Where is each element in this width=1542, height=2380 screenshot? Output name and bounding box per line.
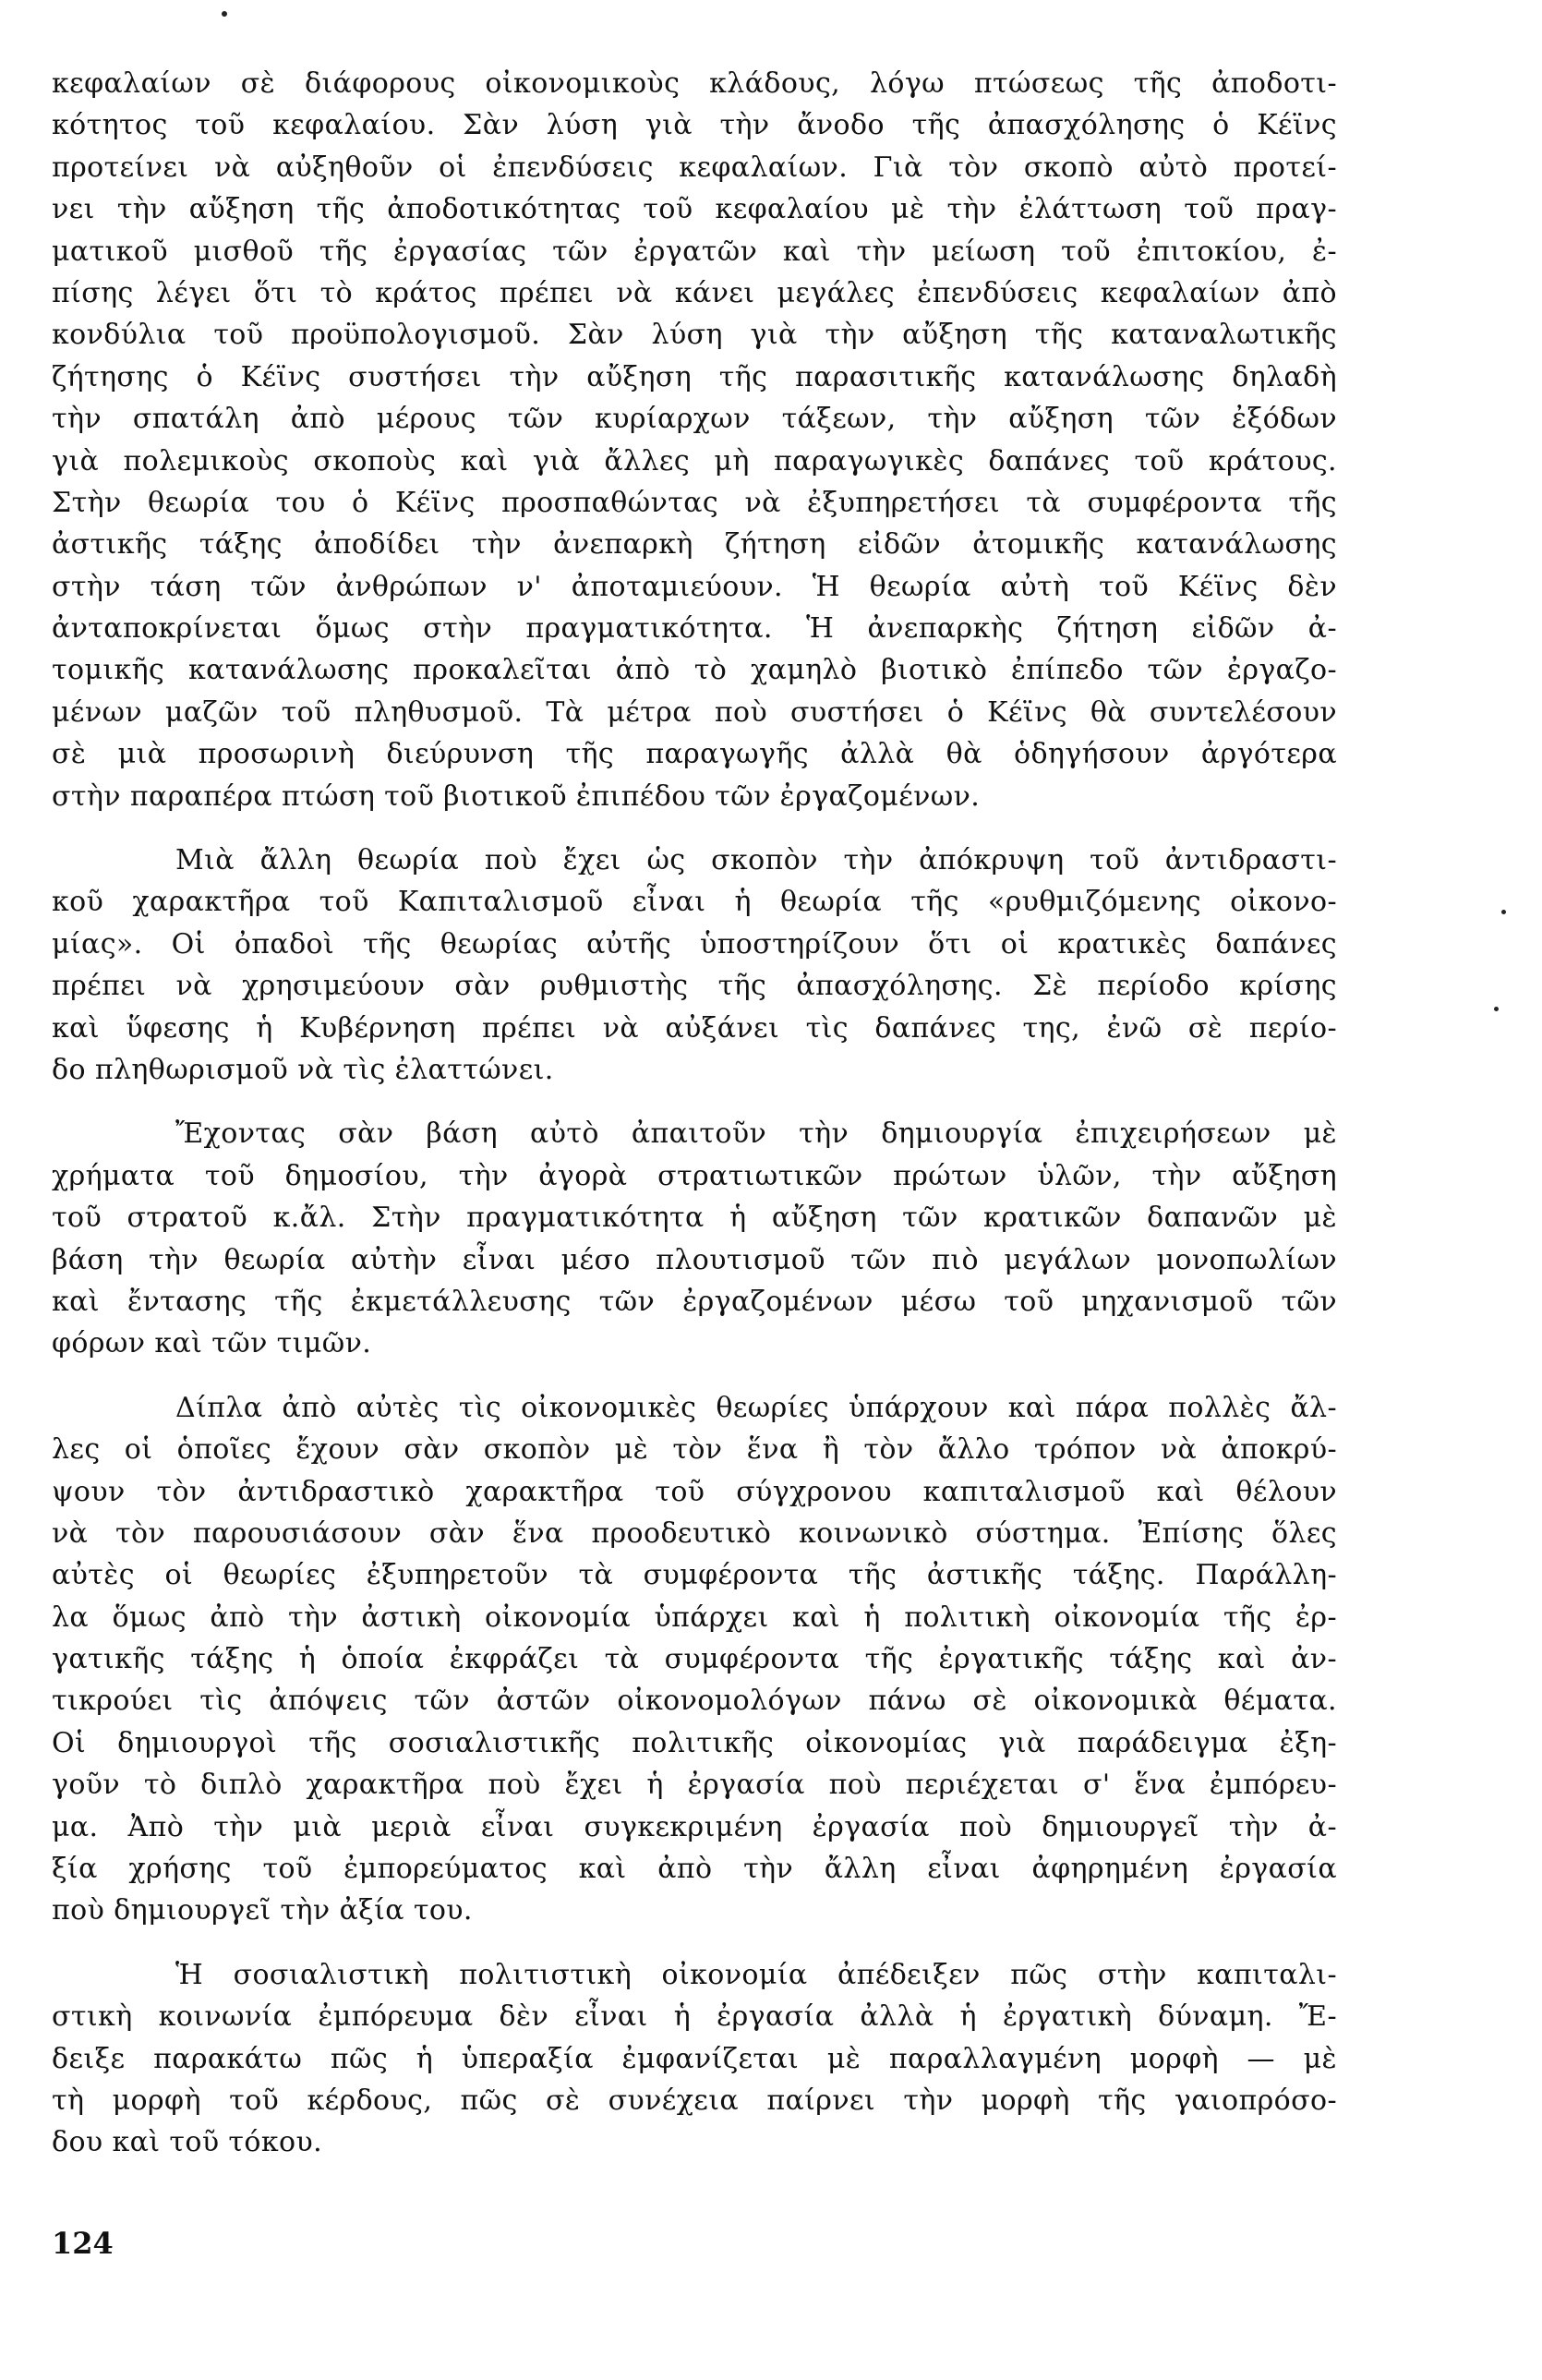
paragraph	[52, 840, 1337, 1091]
text-line: κοῦ χαρακτῆρα τοῦ Καπιταλισμοῦ εἶναι ἡ θεωρία τῆς «ρυθμιζόμενης οἰκονο-	[52, 886, 1337, 919]
text-line: Ἡ σοσιαλιστικὴ πολιτιστικὴ οἰκονομία ἀπέδειξεν πῶς στὴν καπιταλι-	[175, 1958, 1337, 1991]
page-body	[52, 63, 1337, 2164]
scan-speck	[1501, 910, 1506, 914]
text-line: στὴν παραπέρα πτώση τοῦ βιοτικοῦ ἐπιπέδου τῶν ἐργαζομένων.	[52, 779, 981, 813]
text-line: τομικῆς κατανάλωσης προκαλεῖται ἀπὸ τὸ χαμηλὸ βιοτικὸ ἐπίπεδο τῶν ἐργαζο-	[52, 654, 1337, 687]
text-line: ἀστικῆς τάξης ἀποδίδει τὴν ἀνεπαρκὴ ζήτηση εἰδῶν ἀτομικῆς κατανάλωσης	[52, 528, 1337, 562]
paragraph	[52, 1113, 1337, 1364]
text-line: πρέπει νὰ χρησιμεύουν σὰν ρυθμιστὴς τῆς ἀπασχόλησης. Σὲ περίοδο κρίσης	[52, 970, 1337, 1003]
text-line: κότητος τοῦ κεφαλαίου. Σὰν λύση γιὰ τὴν ἄνοδο τῆς ἀπασχόλησης ὁ Κέϊνς	[52, 109, 1337, 142]
text-line: στὴν τάση τῶν ἀνθρώπων ν' ἀποταμιεύουν. Ἡ θεωρία αὐτὴ τοῦ Κέϊνς δὲν	[52, 570, 1337, 603]
text-line: γιὰ πολεμικοὺς σκοποὺς καὶ γιὰ ἄλλες μὴ παραγωγικὲς δαπάνες τοῦ κράτους.	[52, 444, 1337, 477]
text-line: ποὺ δημιουργεῖ τὴν ἀξία του.	[52, 1894, 473, 1927]
text-line: νὰ τὸν παρουσιάσουν σὰν ἕνα προοδευτικὸ κοινωνικὸ σύστημα. Ἐπίσης ὅλες	[52, 1516, 1337, 1550]
text-line: μίας». Οἱ ὀπαδοὶ τῆς θεωρίας αὐτῆς ὑποστηρίζουν ὅτι οἱ κρατικὲς δαπάνες	[52, 927, 1337, 960]
scan-speck	[222, 11, 227, 17]
text-line: καὶ ὕφεσης ἡ Κυβέρνηση πρέπει νὰ αὐξάνει τὶς δαπάνες της, ἐνῶ σὲ περίο-	[52, 1011, 1337, 1045]
text-line: ξία χρήσης τοῦ ἐμπορεύματος καὶ ἀπὸ τὴν ἄλλη εἶναι ἀφηρημένη ἐργασία	[52, 1853, 1337, 1886]
text-line: δου καὶ τοῦ τόκου.	[52, 2126, 323, 2159]
text-line: τικρούει τὶς ἀπόψεις τῶν ἀστῶν οἰκονομολόγων πάνω σὲ οἰκονομικὰ θέματα.	[52, 1685, 1337, 1718]
text-line: ματικοῦ μισθοῦ τῆς ἐργασίας τῶν ἐργατῶν καὶ τὴν μείωση τοῦ ἐπιτοκίου, ἐ-	[52, 235, 1337, 268]
text-line: τὴ μορφὴ τοῦ κέρδους, πῶς σὲ συνέχεια παίρνει τὴν μορφὴ τῆς γαιοπρόσο-	[52, 2084, 1337, 2117]
text-line: τὴν σπατάλη ἀπὸ μέρους τῶν κυρίαρχων τάξεων, τὴν αὔξηση τῶν ἐξόδων	[52, 403, 1337, 436]
text-line: Ἔχοντας σὰν βάση αὐτὸ ἀπαιτοῦν τὴν δημιουργία ἐπιχειρήσεων μὲ	[175, 1118, 1337, 1151]
text-line: φόρων καὶ τῶν τιμῶν.	[52, 1327, 372, 1360]
text-line: κονδύλια τοῦ προϋπολογισμοῦ. Σὰν λύση γιὰ τὴν αὔξηση τῆς καταναλωτικῆς	[52, 319, 1337, 352]
text-line: νει τὴν αὔξηση τῆς ἀποδοτικότητας τοῦ κεφαλαίου μὲ τὴν ἐλάττωση τοῦ πραγ-	[52, 193, 1337, 226]
text-line: ζήτησης ὁ Κέϊνς συστήσει τὴν αὔξηση τῆς παρασιτικῆς κατανάλωσης δηλαδὴ	[52, 360, 1337, 393]
text-line: σὲ μιὰ προσωρινὴ διεύρυνση τῆς παραγωγῆς ἀλλὰ θὰ ὁδηγήσουν ἀργότερα	[52, 738, 1337, 771]
text-line: μένων μαζῶν τοῦ πληθυσμοῦ. Τὰ μέτρα ποὺ συστήσει ὁ Κέϊνς θὰ συντελέσουν	[52, 695, 1337, 729]
text-line: πίσης λέγει ὅτι τὸ κράτος πρέπει νὰ κάνει μεγάλες ἐπενδύσεις κεφαλαίων ἀπὸ	[52, 276, 1337, 309]
text-line: στικὴ κοινωνία ἐμπόρευμα δὲν εἶναι ἡ ἐργασία ἀλλὰ ἡ ἐργατικὴ δύναμη. Ἔ-	[52, 2000, 1337, 2034]
text-line: Στὴν θεωρία του ὁ Κέϊνς προσπαθώντας νὰ ἐξυπηρετήσει τὰ συμφέροντα τῆς	[52, 486, 1337, 519]
text-line: καὶ ἔντασης τῆς ἐκμετάλλευσης τῶν ἐργαζομένων μέσω τοῦ μηχανισμοῦ τῶν	[52, 1285, 1337, 1318]
text-line: γατικῆς τάξης ἡ ὁποία ἐκφράζει τὰ συμφέροντα τῆς ἐργατικῆς τάξης καὶ ἀν-	[52, 1643, 1337, 1676]
paragraph	[52, 63, 1337, 817]
text-line: κεφαλαίων σὲ διάφορους οἰκονομικοὺς κλάδους, λόγω πτώσεως τῆς ἀποδοτι-	[52, 67, 1337, 100]
paragraph-gap	[52, 817, 1337, 840]
scan-speck	[1494, 1007, 1499, 1011]
page-number: 124	[52, 2226, 114, 2261]
text-line: χρήματα τοῦ δημοσίου, τὴν ἀγορὰ στρατιωτικῶν πρώτων ὑλῶν, τὴν αὔξηση	[52, 1159, 1337, 1192]
text-line: Δίπλα ἀπὸ αὐτὲς τὶς οἰκονομικὲς θεωρίες ὑπάρχουν καὶ πάρα πολλὲς ἄλ-	[175, 1391, 1337, 1424]
text-line: Οἱ δημιουργοὶ τῆς σοσιαλιστικῆς πολιτικῆς οἰκονομίας γιὰ παράδειγμα ἐξη-	[52, 1726, 1337, 1759]
paragraph-gap	[52, 1365, 1337, 1387]
paragraph	[52, 1387, 1337, 1932]
text-line: Μιὰ ἄλλη θεωρία ποὺ ἔχει ὡς σκοπὸν τὴν ἀπόκρυψη τοῦ ἀντιδραστι-	[175, 844, 1337, 877]
text-line: ἀνταποκρίνεται ὅμως στὴν πραγματικότητα. Ἡ ἀνεπαρκὴς ζήτηση εἰδῶν ἀ-	[52, 612, 1337, 646]
text-line: λα ὅμως ἀπὸ τὴν ἀστικὴ οἰκονομία ὑπάρχει καὶ ἡ πολιτικὴ οἰκονομία τῆς ἐρ-	[52, 1601, 1337, 1634]
text-line: προτείνει νὰ αὐξηθοῦν οἱ ἐπενδύσεις κεφαλαίων. Γιὰ τὸν σκοπὸ αὐτὸ προτεί-	[52, 151, 1337, 184]
text-line: ψουν τὸν ἀντιδραστικὸ χαρακτῆρα τοῦ σύγχρονου καπιταλισμοῦ καὶ θέλουν	[52, 1475, 1337, 1508]
paragraph-gap	[52, 1932, 1337, 1954]
text-line: τοῦ στρατοῦ κ.ἄλ. Στὴν πραγματικότητα ἡ αὔξηση τῶν κρατικῶν δαπανῶν μὲ	[52, 1202, 1337, 1235]
text-line: λες οἱ ὁποῖες ἔχουν σὰν σκοπὸν μὲ τὸν ἕνα ἢ τὸν ἄλλο τρόπον νὰ ἀποκρύ-	[52, 1433, 1337, 1467]
text-line: δειξε παρακάτω πῶς ἡ ὑπεραξία ἐμφανίζεται μὲ παραλλαγμένη μορφὴ — μὲ	[52, 2042, 1337, 2075]
text-line: μα. Ἀπὸ τὴν μιὰ μεριὰ εἶναι συγκεκριμένη ἐργασία ποὺ δημιουργεῖ τὴν ἀ-	[52, 1810, 1337, 1843]
text-line: γοῦν τὸ διπλὸ χαρακτῆρα ποὺ ἔχει ἡ ἐργασία ποὺ περιέχεται σ' ἕνα ἐμπόρευ-	[52, 1769, 1337, 1802]
paragraph	[52, 1954, 1337, 2164]
text-line: δο πληθωρισμοῦ νὰ τὶς ἐλαττώνει.	[52, 1053, 554, 1086]
paragraph-gap	[52, 1091, 1337, 1113]
text-line: βάση τὴν θεωρία αὐτὴν εἶναι μέσο πλουτισμοῦ τῶν πιὸ μεγάλων μονοπωλίων	[52, 1243, 1337, 1276]
text-line: αὐτὲς οἱ θεωρίες ἐξυπηρετοῦν τὰ συμφέροντα τῆς ἀστικῆς τάξης. Παράλλη-	[52, 1559, 1337, 1592]
